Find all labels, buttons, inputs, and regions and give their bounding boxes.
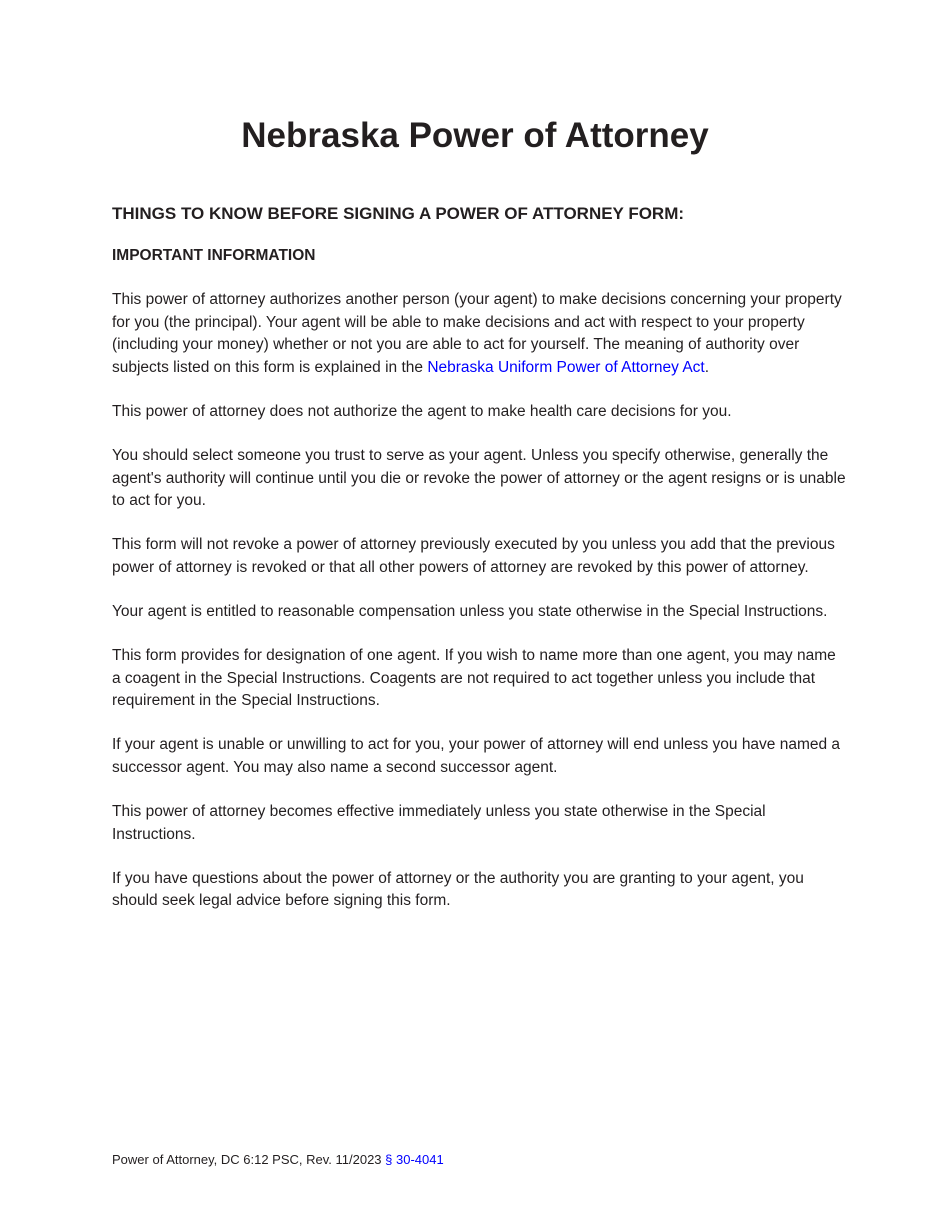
important-information-heading: IMPORTANT INFORMATION xyxy=(112,247,316,264)
paragraph-effective: This power of attorney becomes effective immediately unless you state otherwise in the Special Instructions. xyxy=(112,803,766,843)
intro-text: This power of attorney authorizes another person (your agent) to make decisions concerning your property for you (the principal). Your agent will be able to make decisions and act with respect to your property (including your money) whether or not you are able to act for yourself. The meaning of authority over subjects listed on this form is explained in the xyxy=(112,291,842,376)
statute-link[interactable]: § 30-4041 xyxy=(385,1152,444,1167)
paragraph-legal-advice: If you have questions about the power of attorney or the authority you are granting to your agent, you should seek legal advice before signing this form. xyxy=(112,869,804,910)
page-footer xyxy=(112,1151,444,1169)
paragraph-health-care: This power of attorney does not authorize the agent to make health care decisions for you. xyxy=(112,402,732,420)
footer-text: Power of Attorney, DC 6:12 PSC, Rev. 11/2023 xyxy=(112,1152,386,1167)
paragraph-compensation: Your agent is entitled to reasonable compensation unless you state otherwise in the Special Instructions. xyxy=(112,602,828,620)
document-body xyxy=(112,200,847,934)
nebraska-uniform-poa-act-link[interactable]: Nebraska Uniform Power of Attorney Act xyxy=(427,358,705,376)
page-title: Nebraska Power of Attorney xyxy=(241,116,709,155)
intro-paragraph xyxy=(112,289,847,379)
paragraph-successor-agent: If your agent is unable or unwilling to act for you, your power of attorney will end unless you have named a successor agent. You may also name a second successor agent. xyxy=(112,736,841,776)
intro-end: . xyxy=(704,358,710,376)
section-heading: THINGS TO KNOW BEFORE SIGNING A POWER OF ATTORNEY FORM: xyxy=(112,204,685,223)
paragraph-revoke: This form will not revoke a power of attorney previously executed by you unless you add that the previous power of attorney is revoked or that all other powers of attorney are revoked by this power of attorney. xyxy=(112,536,835,576)
paragraph-coagent: This form provides for designation of one agent. If you wish to name more than one agent, you may name a coagent in the Special Instructions. Coagents are not required to act together unless you include that requirement in the Special Instructions. xyxy=(112,647,836,710)
paragraph-select-agent: You should select someone you trust to serve as your agent. Unless you specify otherwise, generally the agent's authority will continue until you die or revoke the power of attorney or the agent resigns or is unable to act for you. xyxy=(112,446,846,510)
